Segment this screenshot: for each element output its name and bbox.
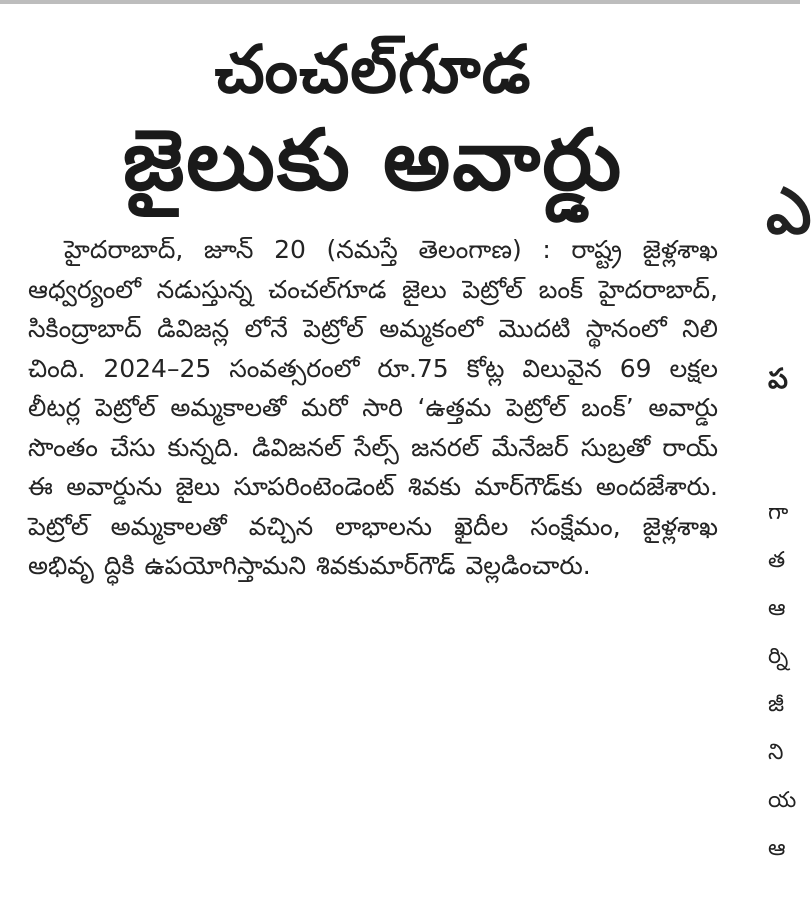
adjacent-line-fragment: ర్ని [768, 644, 789, 669]
headline-line-1: చంచల్‌గూడ [214, 31, 532, 108]
adjacent-article-column [760, 0, 812, 905]
adjacent-line-fragment: ఆ [768, 596, 786, 621]
adjacent-line-fragment: గా [768, 500, 789, 525]
adjacent-line-fragment: జీ [768, 692, 785, 717]
headline-line-2: జైలుకు అవార్డు [122, 110, 624, 209]
adjacent-headline-fragment: ఎ [766, 175, 812, 249]
adjacent-line-fragment: య [768, 788, 797, 813]
adjacent-line-fragment: ని [768, 740, 784, 765]
headline [28, 18, 718, 208]
news-article [28, 18, 718, 611]
top-rule [0, 0, 800, 4]
adjacent-line-fragment: ఆ [768, 836, 786, 861]
article-body: హైదరాబాద్‌, జూన్‌ 20 (నమస్తే తెలంగాణ) : రాష్ట్ర జైళ్లశాఖ ఆధ్వర్యంలో నడుస్తున్న చంచల్‌గూడ జైలు పెట్రోల్‌ బంక్‌ హైదరాబాద్‌, సికింద్రాబాద్‌ డివిజన్ల లోనే పెట్రోల్‌ అమ్మకంలో మొదటి స్థానంలో నిలి చింది. 2024–25 సంవత్సరంలో రూ.75 కోట్ల విలువైన 69 లక్షల లీటర్ల పెట్రోల్‌ అమ్మకాలతో మరో సారి ‘ఉత్తమ పెట్రోల్‌ బంక్‌’ అవార్డు సొంతం చేసు కున్నది. డివిజనల్‌ సేల్స్‌ జనరల్‌ మేనేజర్‌ సుబ్రతో రాయ్‌ ఈ అవార్డును జైలు సూపరింటెండెంట్‌ శివకు మార్‌గౌడ్‌కు అందజేశారు. పెట్రోల్‌ అమ్మకాలతో వచ్చిన లాభాలను ఖైదీల సంక్షేమం, జైళ్లశాఖ అభివృ ద్ధికి ఉపయోగిస్తామని శివకుమార్‌గౌడ్‌ వెల్లడించారు. [28, 235, 718, 581]
adjacent-line-fragment: త [768, 548, 786, 573]
adjacent-subhead-fragment: ప [768, 362, 788, 395]
